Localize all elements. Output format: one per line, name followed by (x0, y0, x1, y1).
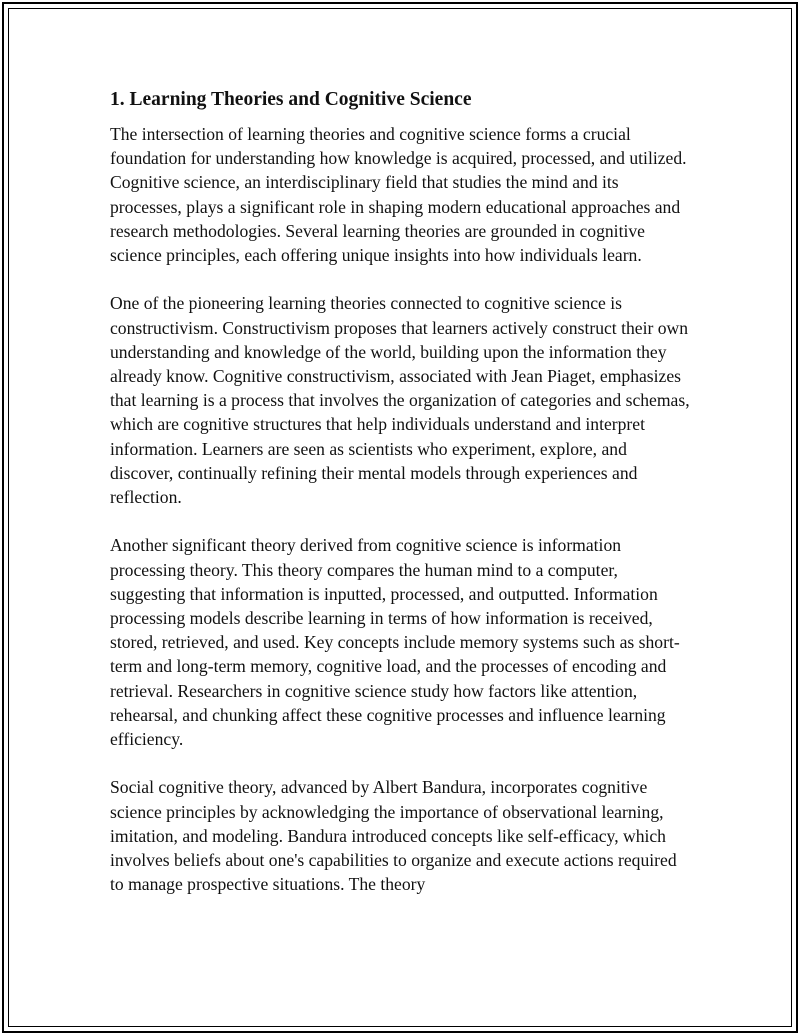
paragraph-intro: The intersection of learning theories and cognitive science forms a crucial foundation for understanding how knowledge is acquired, processed, and utilized. Cognitive science, an interdisciplinary field that studies the mind and its processes, plays a significant role in shaping modern educational approaches and research methodologies. Several learning theories are grounded in cognitive science principles, each offering unique insights into how individuals learn. (110, 124, 687, 266)
section-heading: 1. Learning Theories and Cognitive Science (110, 89, 472, 110)
paragraph-information-processing: Another significant theory derived from cognitive science is information processing theory. This theory compares the human mind to a computer, suggesting that information is inputted, processed, and outputted. Information processing models describe learning in terms of how information is received, stored, retrieved, and used. Key concepts include memory systems such as short-term and long-term memory, cognitive load, and the processes of encoding and retrieval. Researchers in cognitive science study how factors like attention, rehearsal, and chunking affect these cognitive processes and influence learning efficiency. (110, 535, 680, 750)
paragraph-constructivism: One of the pioneering learning theories connected to cognitive science is constructivism. Constructivism proposes that learners actively construct their own understanding and knowledge of the world, building upon the information they already know. Cognitive constructivism, associated with Jean Piaget, emphasizes that learning is a process that involves the organization of categories and schemas, which are cognitive structures that help individuals understand and interpret information. Learners are seen as scientists who experiment, explore, and discover, continually refining their mental models through experiences and reflection. (110, 293, 690, 508)
paragraph-social-cognitive: Social cognitive theory, advanced by Albert Bandura, incorporates cognitive science principles by acknowledging the importance of observational learning, imitation, and modeling. Bandura introduced concepts like self-efficacy, which involves beliefs about one's capabilities to organize and execute actions required to manage prospective situations. The theory (110, 777, 677, 895)
document-body (110, 88, 690, 921)
